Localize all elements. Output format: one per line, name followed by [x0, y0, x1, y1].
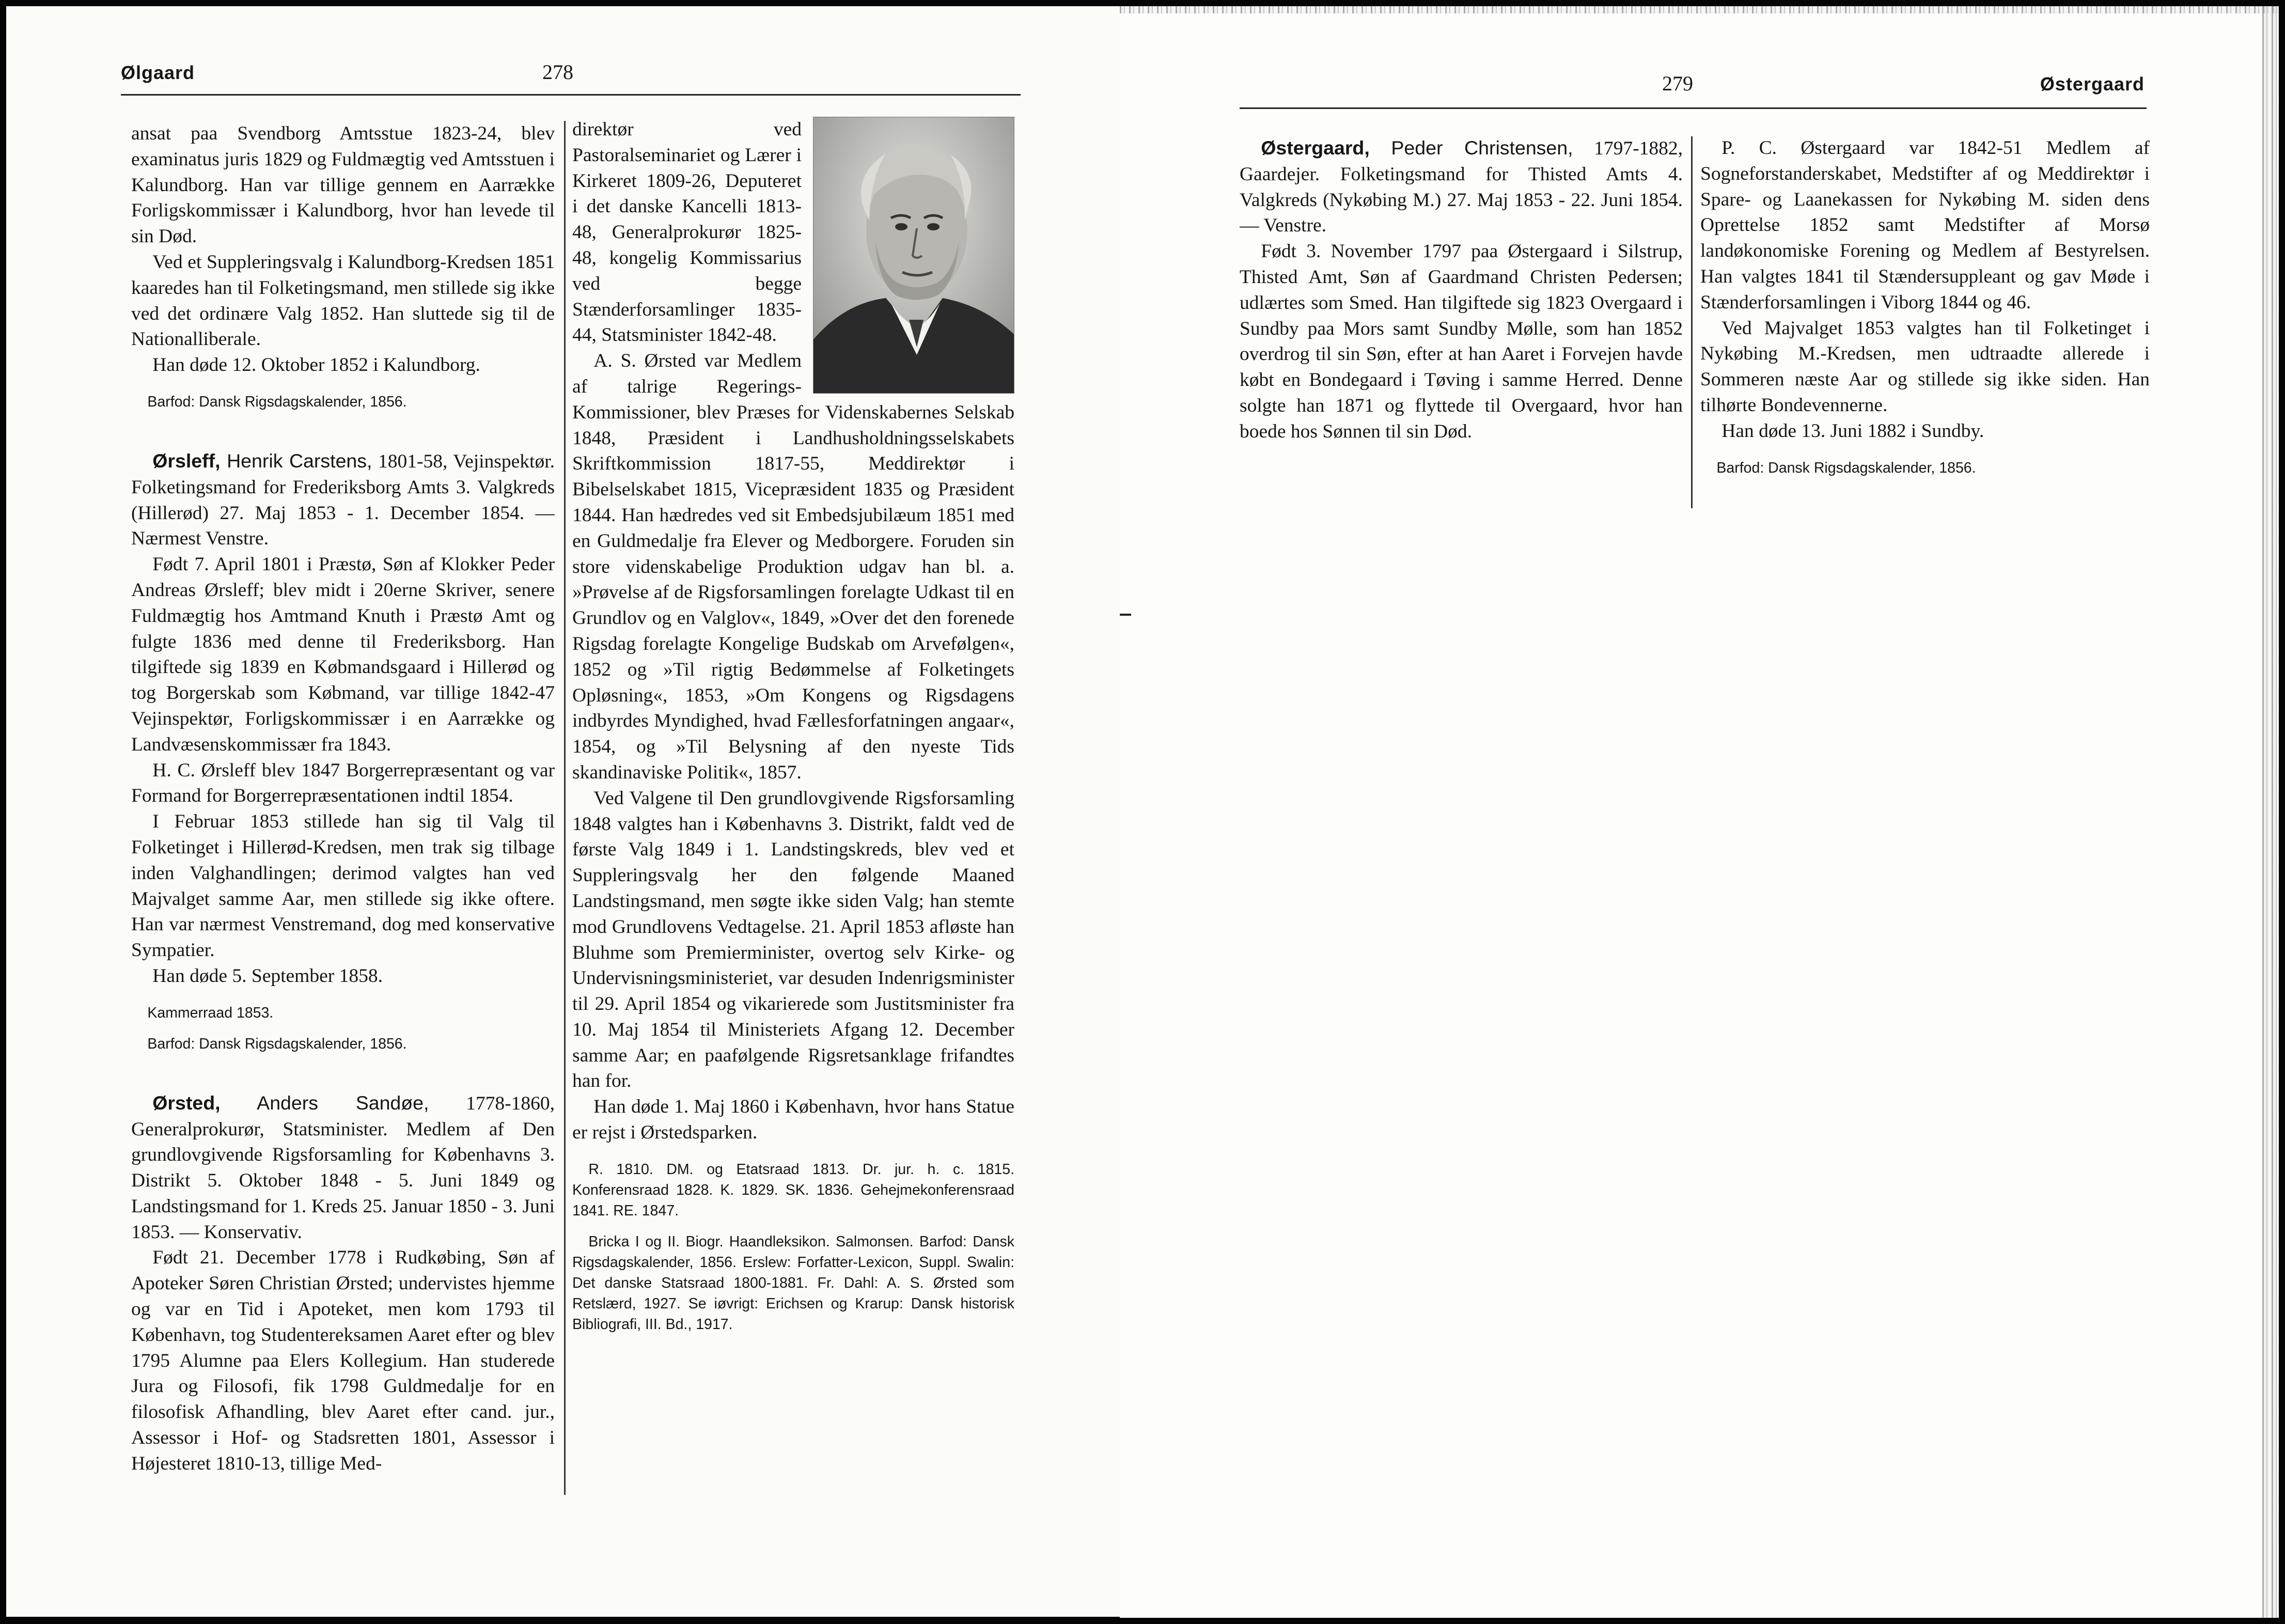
entry-summary: 1778-1860, Generalprokurør, Statsminister. Medlem af Den grundlovgivende Rigsforsamling for Københavns 3. Distrikt 5. Oktober 1848 - 5. Juni 1849 og Landstingsmand for 1. Kreds 25. Januar 1850 - 3. Juni 1853. — Konservativ.	[131, 1092, 555, 1243]
reference-note: Kammerraad 1853.	[147, 1004, 274, 1021]
body-paragraph: Født 21. December 1778 i Rudkøbing, Søn af Apoteker Søren Christian Ørsted; undervistes hjemme og var en Tid i Apoteket, men kom 1793 til København, tog Studentereksamen Aaret efter og blev 1795 Alumne paa Elers Kollegium. Han studerede Jura og Filosofi, fik 1798 Guldmedalje for en filosofisk Afhandling, blev Aaret efter cand. jur., Assessor i Hof- og Stadsretten 1801, Assessor i Højesteret 1810-13, tillige Med-	[131, 1247, 555, 1474]
body-paragraph: P. C. Østergaard var 1842-51 Medlem af Sogneforstanderskabet, Medstifter af og Meddirektør i Spare- og Laanekassen for Nykøbing M. siden dens Oprettelse 1852 samt Medstifter af Morsø landøkonomiske Forening og Medlem af Bestyrelsen. Han valgtes 1841 til Stændersuppleant og gav Møde i Stænderforsamlingen i Viborg 1844 og 46.	[1700, 137, 2150, 313]
body-paragraph: ansat paa Svendborg Amtsstue 1823-24, blev examinatus juris 1829 og Fuldmægtig ved Amtsstuen i Kalundborg. Han var tillige gennem en Aarrække Forligskommissær i Kalundborg, hvor han levede til sin Død.	[131, 123, 555, 247]
body-paragraph: Ved Majvalget 1853 valgtes han til Folketinget i Nykøbing M.-Kredsen, men udtraadte allerede i Sommeren næste Aar og stillede sig ikke siden. Han tilhørte Bondevennerne.	[1700, 317, 2150, 416]
reference-note: Barfod: Dansk Rigsdagskalender, 1856.	[147, 393, 407, 410]
body-paragraph: I Februar 1853 stillede han sig til Valg til Folketinget i Hillerød-Kredsen, men trak sig tilbage inden Valghandlingen; derimod valgtes han ved Majvalget samme Aar, men stillede sig ikke oftere. Han var nærmest Venstremand, dog med konservative Sympatier.	[131, 811, 555, 961]
reference-note: Bricka I og II. Biogr. Haandleksikon. Salmonsen. Barfod: Dansk Rigsdagskalender, 1856. Erslew: Forfatter-Lexicon, Suppl. Swalin: Det danske Statsraad 1800-1881. Fr. Dahl: A. S. Ørsted som Retslærd, 1927. Se iøvrigt: Erichsen og Krarup: Dansk historisk Bibliografi, III. Bd., 1917.	[572, 1233, 1014, 1333]
entry-surname: Østergaard,	[1261, 137, 1370, 159]
body-paragraph: Født 7. April 1801 i Præstø, Søn af Klokker Peder Andreas Ørsleff; blev midt i 20erne Skriver, senere Fuldmægtig hos Amtmand Knuth i Præstø Amt og fulgte 1836 med denne til Frederiksborg. Han tilgiftede sig 1839 en Købmandsgaard i Hillerød og tog Borgerskab som Købmand, var tillige 1842-47 Vejinspektør, Forligskommissær i en Aarrække og Landvæsenskommissær fra 1843.	[131, 554, 555, 755]
entry-surname: Ørsted,	[152, 1091, 221, 1114]
running-head-title: Ølgaard	[121, 62, 195, 83]
header-rule	[1240, 107, 2147, 109]
left-page	[6, 6, 1121, 1617]
running-header	[6, 58, 1121, 94]
body-paragraph: Han døde 12. Oktober 1852 i Kalundborg.	[152, 354, 480, 376]
right-page	[1120, 6, 2279, 1618]
running-head-title: Østergaard	[2040, 73, 2145, 95]
entry-given-names: Peder Christensen,	[1369, 137, 1573, 159]
body-paragraph: Ved et Suppleringsvalg i Kalundborg-Kredsen 1851 kaaredes han til Folketingsmand, men stillede sig ikke ved det ordinære Valg 1852. Han sluttede sig til de Nationalliberale.	[131, 251, 555, 350]
text-column-right	[1700, 135, 2150, 518]
body-paragraph: Han døde 13. Juni 1882 i Sundby.	[1721, 420, 1984, 442]
body-paragraph: A. S. Ørsted var Medlem af talrige Regerings-Kommissioner, blev Præses for Videnskabernes Selskab 1848, Præsident i Landhusholdningsselskabets Skriftkommission 1817-55, Meddirektør i Bibelselskabet 1815, Vicepræsident 1835 og Præsident 1844. Han hædredes ved sit Embedsjubilæum 1851 med en Guldmedalje fra Elever og Medborgere. Foruden sin store videnskabelige Produktion udgav han bl. a. »Prøvelse af de Rigsforsamlingen forelagte Udkast til en Grundlov og en Valglov«, 1849, »Over det den forenede Rigsdag forelagte Kongelige Budskab om Arvefølgen«, 1852 og »Til rigtig Bedømmelse af Folketingets Opløsning«, 1853, »Om Kongens og Rigsdagens indbyrdes Myndighed, hvad Fællesforfatningen angaar«, 1854, og »Til Belysning af den nyeste Tids skandinaviske Politik«, 1857.	[572, 350, 1014, 783]
reference-note: R. 1810. DM. og Etatsraad 1813. Dr. jur. h. c. 1815. Konferensraad 1828. K. 1829. SK. 1836. Gehejmekonferensraad 1841. RE. 1847.	[572, 1161, 1014, 1219]
body-paragraph: Han døde 1. Maj 1860 i København, hvor hans Statue er rejst i Ørstedsparken.	[572, 1096, 1014, 1144]
reference-note: Barfod: Dansk Rigsdagskalender, 1856.	[147, 1035, 407, 1052]
entry-surname: Ørsleff,	[152, 449, 221, 472]
entry-summary: 1797-1882, Gaardejer. Folketingsmand for Thisted Amts 4. Valgkreds (Nykøbing M.) 27. Maj 1853 - 22. Juni 1854. — Venstre.	[1240, 138, 1683, 237]
entry-summary: 1801-58, Vejinspektør. Folketingsmand for Frederiksborg Amts 3. Valgkreds (Hillerød) 27. Maj 1853 - 1. December 1854. — Nærmest Venstre.	[131, 450, 555, 550]
running-header	[1120, 58, 2279, 94]
biography-entry-heading	[1240, 135, 1683, 239]
column-divider	[564, 121, 566, 1495]
reference-note: Barfod: Dansk Rigsdagskalender, 1856.	[1716, 459, 1976, 476]
entry-given-names: Henrik Carstens,	[220, 449, 372, 472]
scan-mark	[1120, 614, 1131, 616]
scan-edge-artifact	[1120, 6, 2279, 13]
body-paragraph: direktør ved Pastoralseminariet og Lærer i Kirkeret 1809-26, Deputeret i det danske Kancelli 1813-48, Generalprokurør 1825-48, kongelig Kommissarius ved begge Stænderforsamlinger 1835-44, Statsminister 1842-48.	[572, 119, 802, 346]
column-divider	[1691, 136, 1693, 508]
entry-given-names: Anders Sandøe,	[220, 1091, 429, 1114]
text-column-right	[572, 117, 1014, 1506]
biography-entry-heading	[131, 448, 555, 552]
body-paragraph: H. C. Ørsleff blev 1847 Borgerrepræsentant og var Formand for Borgerrepræsentationen indtil 1854.	[131, 759, 555, 807]
page-number: 279	[1662, 72, 1693, 95]
body-paragraph: Født 3. November 1797 paa Østergaard i Silstrup, Thisted Amt, Søn af Gaardmand Christen Pedersen; udlærtes som Smed. Han tilgiftede sig 1823 Overgaard i Sundby paa Mors samt Sundby Mølle, som han 1852 overdrog til sin Søn, efter at han Aaret i Forvejen havde købt en Bondegaard i Tøving i samme Herred. Denne solgte han 1871 og flyttede til Overgaard, hvor han boede hos Sønnen til sin Død.	[1240, 241, 1683, 442]
text-column-left	[1240, 135, 1683, 518]
text-column-left	[131, 121, 555, 1505]
biography-entry-heading	[131, 1090, 555, 1245]
body-paragraph: Han døde 5. September 1858.	[152, 965, 383, 987]
header-rule	[121, 94, 1021, 96]
portrait-image	[813, 117, 1014, 394]
page-number: 278	[542, 60, 573, 84]
body-paragraph: Ved Valgene til Den grundlovgivende Rigsforsamling 1848 valgtes han i Københavns 3. Distrikt, faldt ved de første Valg 1849 i 1. Landstingskreds, blev ved et Suppleringsvalg her den følgende Maaned Landstingsmand, men søgte ikke siden Valg; han stemte mod Grundlovens Vedtagelse. 21. April 1853 afløste han Bluhme som Premierminister, overtog selv Kirke- og Undervisningsministeriet, var desuden Indenrigsminister til 29. April 1854 og vikarierede som Justitsminister fra 10. Maj 1854 til Ministeriets Afgang 12. December samme Aar; en paafølgende Rigsretsanklage frifandtes han for.	[572, 787, 1014, 1092]
scan-edge-artifact	[2262, 6, 2279, 1618]
portrait-illustration	[813, 117, 1014, 393]
